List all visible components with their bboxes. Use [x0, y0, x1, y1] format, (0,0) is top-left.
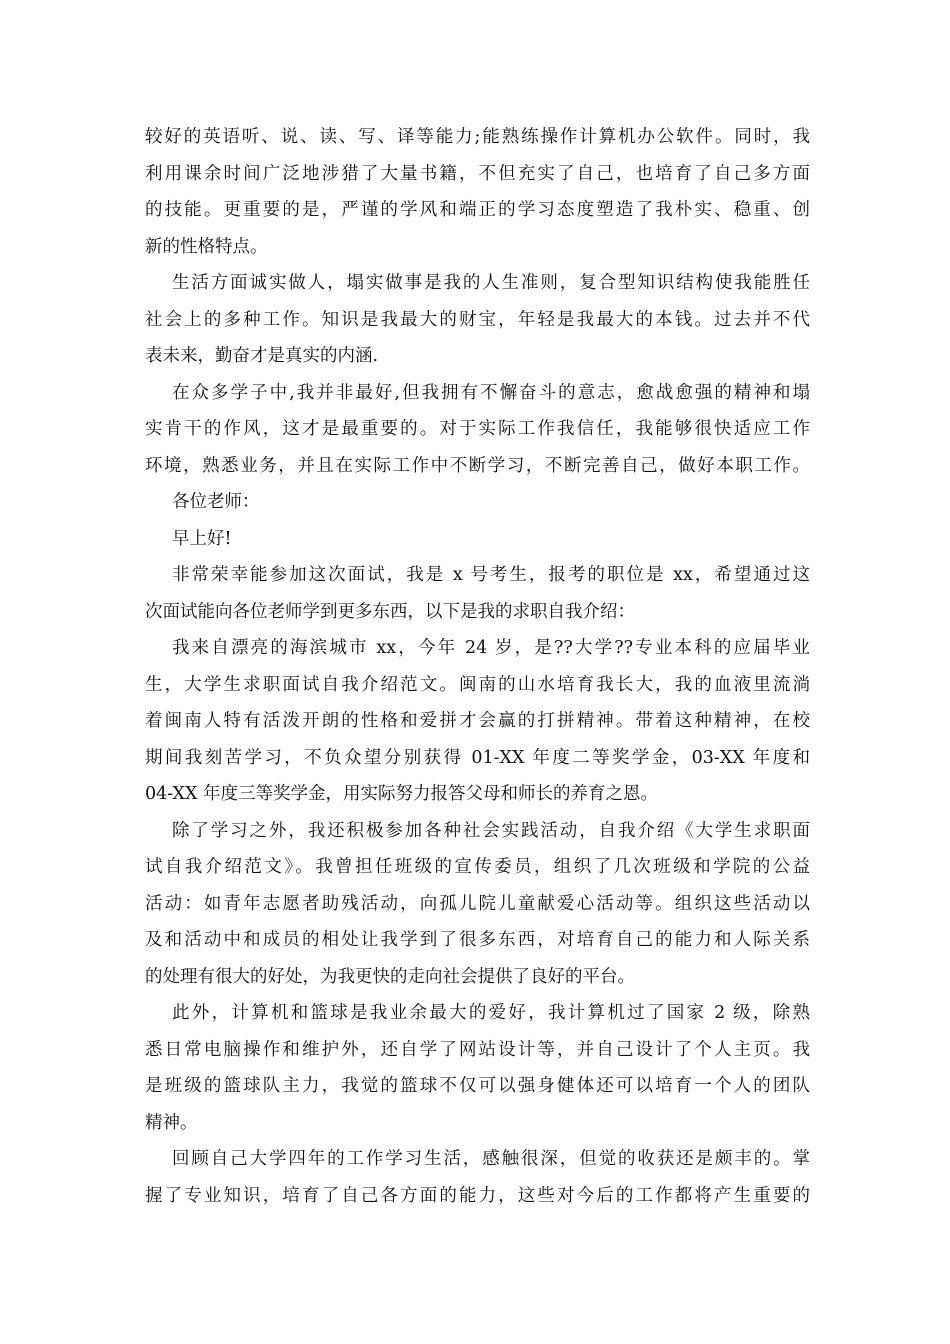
text-line: 非常荣幸能参加这次面试，我是 x 号考生，报考的职位是 xx，希望通过这	[172, 565, 810, 585]
text-line: 实肯干的作风，这才是最重要的。对于实际工作我信任，我能够很快适应工作	[145, 419, 810, 439]
text-line: 试自我介绍范文》。我曾担任班级的宣传委员，组织了几次班级和学院的公益	[145, 857, 810, 877]
text-line: 次面试能向各位老师学到更多东西，以下是我的求职自我介绍：	[145, 601, 635, 622]
text-line: 表未来，勤奋才是真实的内涵.	[145, 346, 379, 366]
text-line: 环境，熟悉业务，并且在实际工作中不断学习，不断完善自己，做好本职工作。	[145, 455, 810, 476]
text-line: 我来自漂亮的海滨城市 xx，今年 24 岁，是??大学??专业本科的应届毕业	[172, 638, 810, 658]
text-line: 利用课余时间广泛地涉猎了大量书籍，不但充实了自己，也培育了自己多方面	[145, 163, 810, 184]
text-line: 各位老师：	[172, 492, 260, 512]
text-line: 生，大学生求职面试自我介绍范文。闽南的山水培育我长大，我的血液里流淌	[145, 674, 810, 695]
text-line: 回顾自己大学四年的工作学习生活，感触很深，但觉的收获还是颇丰的。掌	[172, 1149, 810, 1169]
text-line: 悉日常电脑操作和维护外，还自学了网站设计等，并自己设计了个人主页。我	[145, 1039, 810, 1060]
text-line: 04-XX 年度三等奖学金，用实际努力报答父母和师长的养育之恩。	[145, 784, 659, 804]
text-line: 着闽南人特有活泼开朗的性格和爱拼才会赢的打拼精神。带着这种精神，在校	[145, 711, 810, 731]
text-line: 握了专业知识，培育了自己各方面的能力，这些对今后的工作都将产生重要的	[145, 1185, 810, 1206]
text-line: 活动：如青年志愿者助残活动，向孤儿院儿童献爱心活动等。组织这些活动以	[145, 893, 810, 914]
text-line: 社会上的多种工作。知识是我最大的财宝，年轻是我最大的本钱。过去并不代	[145, 309, 810, 330]
text-line: 早上好!	[172, 528, 232, 549]
text-line: 生活方面诚实做人，塌实做事是我的人生准则，复合型知识结构使我能胜任	[172, 273, 810, 293]
text-line: 此外，计算机和篮球是我业余最大的爱好，我计算机过了国家 2 级，除熟	[172, 1003, 810, 1023]
text-line: 新的性格特点。	[145, 236, 268, 257]
text-line: 是班级的篮球队主力，我觉的篮球不仅可以强身健体还可以培育一个人的团队	[145, 1076, 810, 1096]
text-line: 期间我刻苦学习，不负众望分别获得 01-XX 年度二等奖学金，03-XX 年度和	[145, 747, 810, 768]
text-line: 精神。	[145, 1112, 198, 1133]
document-body	[145, 119, 810, 1214]
text-line: 的处理有很大的好处，为我更快的走向社会提供了良好的平台。	[145, 966, 635, 987]
text-line: 除了学习之外，我还积极参加各种社会实践活动，自我介绍《大学生求职面	[172, 820, 810, 841]
text-line: 的技能。更重要的是，严谨的学风和端正的学习态度塑造了我朴实、稳重、创	[145, 200, 810, 220]
text-line: 在众多学子中,我并非最好,但我拥有不懈奋斗的意志，愈战愈强的精神和塌	[172, 382, 810, 403]
text-line: 及和活动中和成员的相处让我学到了很多东西，对培育自己的能力和人际关系	[145, 930, 810, 950]
text-line: 较好的英语听、说、读、写、译等能力;能熟练操作计算机办公软件。同时，我	[145, 127, 810, 147]
